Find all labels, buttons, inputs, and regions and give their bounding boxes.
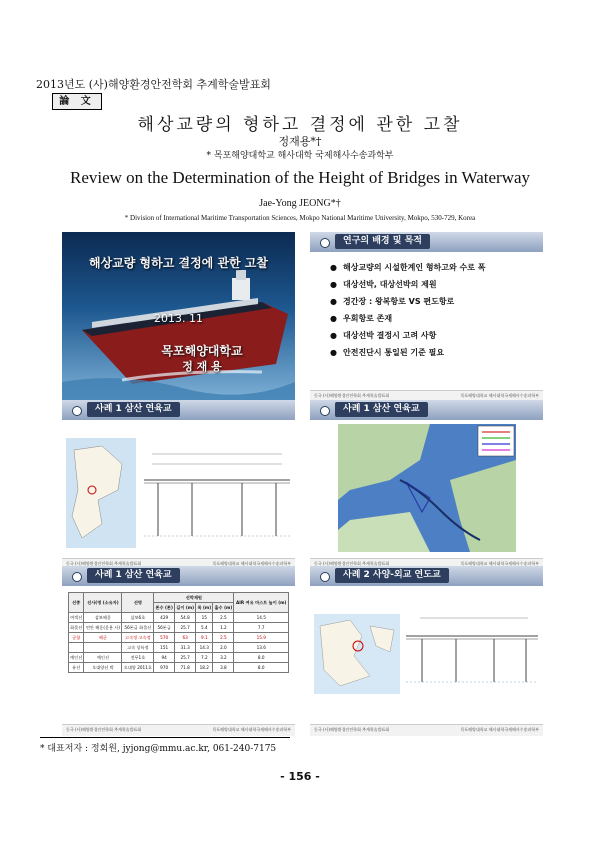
slide-footer: 동국 (사)해양환경안전학회 추계학술발표회 목포해양대학교 해사대학국제해사수송과학부: [310, 724, 543, 736]
slide-case1-table: [62, 566, 295, 736]
list-item: ● 안전진단시 통일된 기준 필요: [330, 347, 486, 358]
slide-heading: 사례 1 삼산 연육교: [87, 568, 180, 583]
bullet-dot-icon: [320, 406, 330, 416]
slide-heading: 사례 2 사양-외교 연도교: [335, 568, 449, 583]
footnote-divider: [40, 737, 290, 738]
slide-case1-diagram: [62, 400, 295, 570]
slide-case2: [310, 566, 543, 736]
list-item: ● 해상교량의 시설한계인 형하고와 수로 폭: [330, 262, 486, 273]
slide-case1-chart: [310, 400, 543, 570]
list-item: ● 대상선박, 대상선박의 제원: [330, 279, 486, 290]
slide-footer: 동국 (사)해양환경안전학회 추계학술발표회 목포해양대학교 해사대학국제해사수송과학부: [62, 724, 295, 736]
slide-header-bar: [310, 400, 543, 420]
conference-name: 2013년도 (사)해양환경안전학회 추계학술발표회: [36, 78, 271, 91]
bullet-dot-icon: [320, 572, 330, 582]
table-row: 예인선 예인선 전무1호 94 25.7 7.2 3.2 8.0: [69, 653, 289, 663]
slide-title-text: 해상교량 형하고 결정에 관한 고찰: [88, 256, 268, 270]
list-item: ● 경간장 : 왕복항로 VS 편도항로: [330, 296, 486, 307]
bullet-list: [330, 262, 486, 364]
bullet-dot-icon: [72, 572, 82, 582]
slide-heading: 사례 1 삼산 연육교: [87, 402, 180, 417]
slide-heading: 연구의 배경 및 목적: [335, 234, 430, 249]
vessel-spec-table: 선종 선사(명 (소유자) 선명 선박제원 AIR 여유 마스트 높이 (m) 톤수 (톤) 길이 (m) 폭 (m) 흘수 (m) 여객선 삼보해운 삼보6호 429 54.8 15 2.5 14.5 화물선 연안 해운(운용 사) 56톤급 화물선 56톤급 25.7 5.4 1.2 7.7 군함 해군 고속정 고속정 570 63 9.1 2.5 15.9 고속 상륙정 151 31.3 14.3 2.0 13.6 예인선 예인선 전무1호 94 25.7 7.2 3.2 8.0 유선 오대양선 박 오대양 2011호 970 71.8 18.2 3.8 8.0: [68, 592, 289, 673]
english-title: Review on the Determination of the Height of Bridges in Waterway: [69, 168, 531, 187]
korean-affiliation: * 목포해양대학교 해사대학 국제해사수송과학부: [206, 151, 394, 161]
slide-university: 목포해양대학교: [161, 344, 243, 358]
english-author: Jae-Yong JEONG*†: [259, 198, 341, 209]
slide-title: [62, 232, 295, 402]
slide-header-bar: [310, 566, 543, 586]
slide-author: 정 재 용: [182, 360, 222, 373]
slide-footer: 동국 (사)해양환경안전학회 추계학술발표회 목포해양대학교 해사대학국제해사수송과학부: [62, 558, 295, 570]
table-row: 유선 오대양선 박 오대양 2011호 970 71.8 18.2 3.8 8.0: [69, 663, 289, 673]
slide-header-bar: [62, 400, 295, 420]
table-row: 화물선 연안 해운(운용 사) 56톤급 화물선 56톤급 25.7 5.4 1.2 7.7: [69, 623, 289, 633]
case1-map-and-bridge: [62, 420, 295, 570]
slide-footer: 동국 (사)해양환경안전학회 추계학술발표회 목포해양대학교 해사대학국제해사수송과학부: [310, 390, 543, 402]
paper-type-tag: 論 文: [52, 93, 102, 110]
corresponding-author-note: * 대표저자 : 정회원, jyjong@mmu.ac.kr, 061-240-7175: [40, 744, 277, 754]
korean-author: 정재용*†: [278, 135, 322, 148]
slide-background: [310, 232, 543, 402]
table-row: 여객선 삼보해운 삼보6호 429 54.8 15 2.5 14.5: [69, 613, 289, 623]
korean-title: 해상교량의 형하고 결정에 관한 고찰: [137, 115, 463, 135]
table-row: 군함 해군 고속정 고속정 570 63 9.1 2.5 15.9: [69, 633, 289, 643]
bullet-dot-icon: [72, 406, 82, 416]
slide-date: 2013. 11: [154, 312, 203, 325]
table-row: 고속 상륙정 151 31.3 14.3 2.0 13.6: [69, 643, 289, 653]
slide-footer: 동국 (사)해양환경안전학회 추계학술발표회 목포해양대학교 해사대학국제해사수송과학부: [310, 558, 543, 570]
slide-header-bar: [310, 232, 543, 252]
slide-header-bar: [62, 566, 295, 586]
nautical-chart: [310, 420, 543, 559]
slide-heading: 사례 1 삼산 연육교: [335, 402, 428, 417]
english-affiliation: * Division of International Maritime Transportation Sciences, Mokpo National Maritime University, Mokpo, 530-729, Korea: [124, 214, 476, 222]
bullet-dot-icon: [320, 238, 330, 248]
page-number: - 156 -: [280, 770, 320, 783]
case2-map-and-bridge: [310, 586, 543, 725]
list-item: ● 우회항로 존재: [330, 313, 486, 324]
list-item: ● 대상선박 결정시 고려 사항: [330, 330, 486, 341]
